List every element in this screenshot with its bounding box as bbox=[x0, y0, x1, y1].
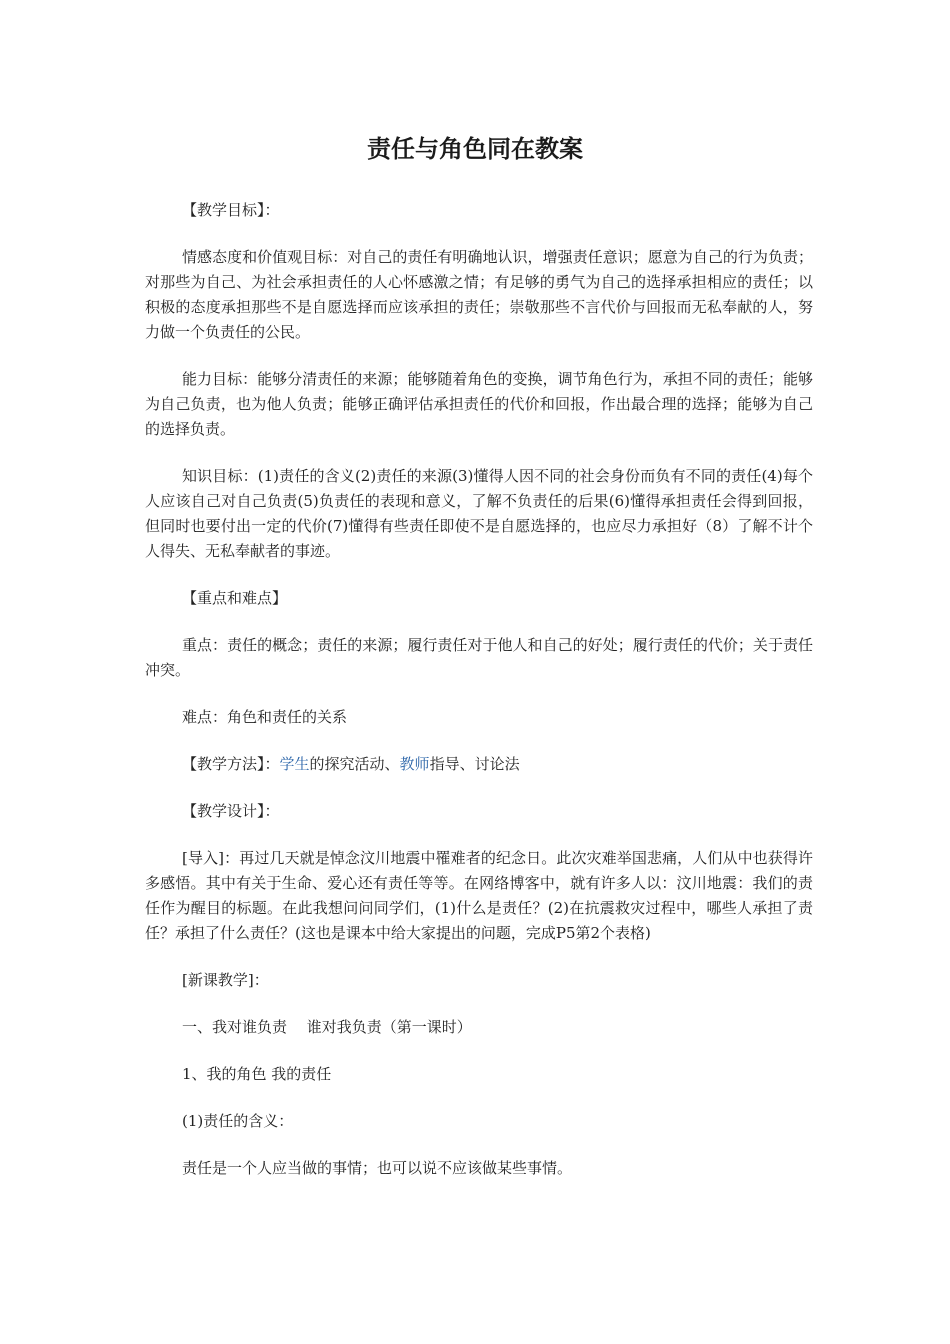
design-heading: 【教学设计】： bbox=[182, 802, 280, 820]
method-prefix: 【教学方法】： bbox=[182, 755, 280, 773]
key-points-paragraph: 重点：责任的概念；责任的来源；履行责任对于他人和自己的好处；履行责任的代价；关于责任冲突。 bbox=[145, 636, 813, 679]
intro-paragraph: [导入]：再过几天就是悼念汶川地震中罹难者的纪念日。此次灾难举国悲痛，人们从中也获得许多感悟。其中有关于生命、爱心还有责任等等。在网络博客中，就有许多人以：汶川地震：我们的责任作为醒目的标题。在此我想问问同学们，(1)什么是责任？(2)在抗震救灾过程中，哪些人承担了责任？承担了什么责任？(这也是课本中给大家提出的问题，完成P5第2个表格) bbox=[145, 849, 813, 942]
key-difficult-heading: 【重点和难点】 bbox=[182, 589, 288, 607]
teaching-method-paragraph bbox=[145, 752, 813, 777]
goal-emotion-paragraph: 情感态度和价值观目标：对自己的责任有明确地认识，增强责任意识；愿意为自己的行为负责；对那些为自己、为社会承担责任的人心怀感激之情；有足够的勇气为自己的选择承担相应的责任；以积极的态度承担那些不是自愿选择而应该承担的责任；崇敬那些不言代价与回报而无私奉献的人，努力做一个负责任的公民。 bbox=[145, 248, 813, 341]
subsection-one-a-heading: (1)责任的含义： bbox=[182, 1112, 294, 1130]
goal-ability-paragraph: 能力目标：能够分清责任的来源；能够随着角色的变换，调节角色行为，承担不同的责任；能够为自己负责，也为他人负责；能够正确评估承担责任的代价和回报，作出最合理的选择；能够为自己的选择负责。 bbox=[145, 370, 813, 438]
method-mid: 的探究活动、 bbox=[309, 755, 400, 773]
difficult-points-paragraph: 难点：角色和责任的关系 bbox=[182, 708, 348, 726]
goal-knowledge-paragraph: 知识目标：(1)责任的含义(2)责任的来源(3)懂得人因不同的社会身份而负有不同的责任(4)每个人应该自己对自己负责(5)负责任的表现和意义，了解不负责任的后果(6)懂得承担责任会得到回报，但同时也要付出一定的代价(7)懂得有些责任即使不是自愿选择的，也应尽力承担好（8）了解不计个人得失、无私奉献者的事迹。 bbox=[145, 467, 813, 560]
goals-heading: 【教学目标】： bbox=[182, 201, 280, 219]
document-body bbox=[145, 198, 813, 1203]
part-one-heading: 一、我对谁负责 谁对我负责（第一课时） bbox=[182, 1018, 472, 1036]
document-title: 责任与角色同在教案 bbox=[367, 134, 583, 163]
new-lesson-heading: [新课教学]： bbox=[182, 971, 269, 989]
teacher-link[interactable]: 教师 bbox=[399, 755, 430, 773]
subsection-one-heading: 1、我的角色 我的责任 bbox=[182, 1065, 332, 1083]
student-link[interactable]: 学生 bbox=[279, 755, 310, 773]
responsibility-definition: 责任是一个人应当做的事情；也可以说不应该做某些事情。 bbox=[182, 1159, 573, 1177]
method-suffix: 指导、讨论法 bbox=[429, 755, 520, 773]
